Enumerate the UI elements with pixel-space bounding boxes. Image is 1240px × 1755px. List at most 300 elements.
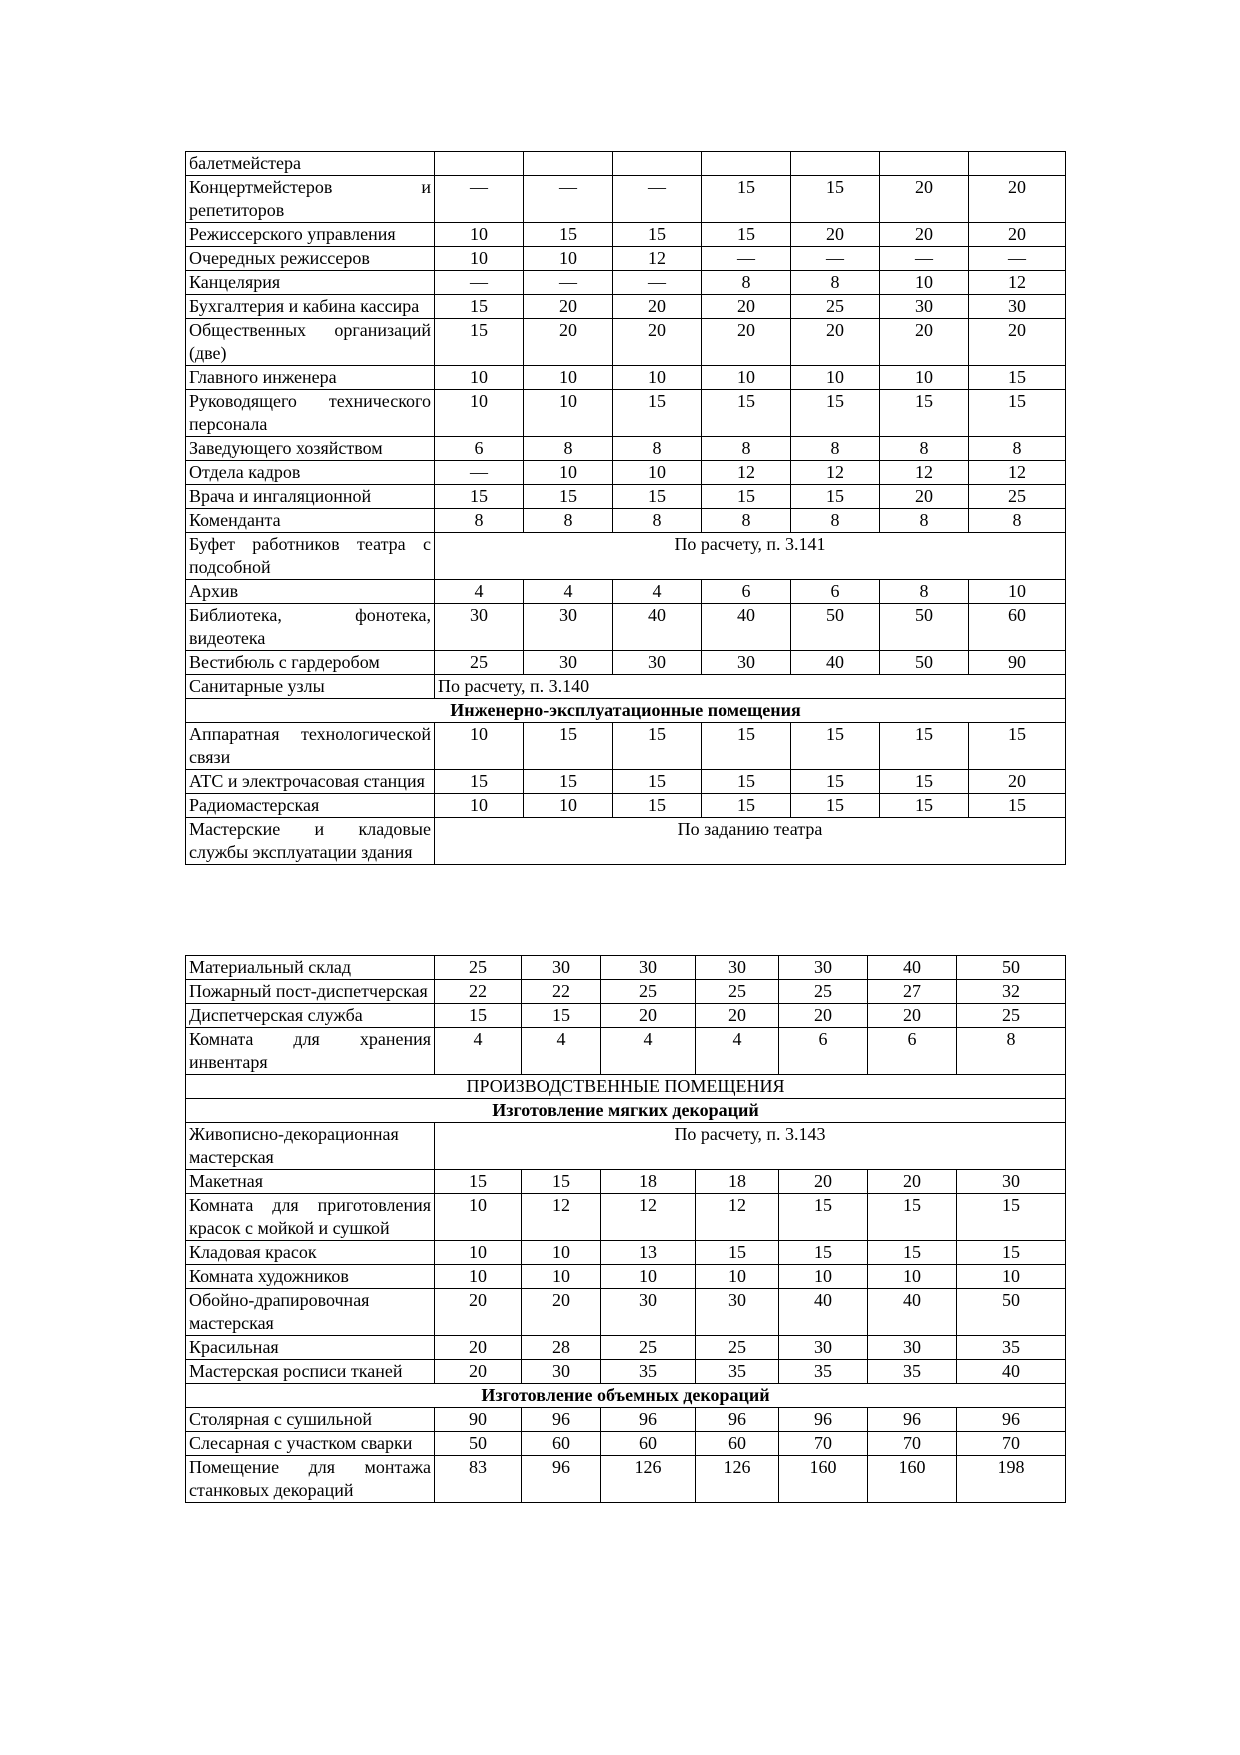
room-name-cell: Руководящего технического персонала [186,390,435,437]
area-value-cell: 10 [957,1265,1066,1289]
room-name-cell: Мастерские и кладовые службы эксплуатации здания [186,818,435,865]
area-value-cell [524,152,613,176]
area-value-cell: 35 [601,1360,696,1384]
area-value-cell: 25 [969,485,1066,509]
area-value-cell: 15 [613,223,702,247]
area-value-cell: 15 [969,390,1066,437]
area-value-cell: 10 [435,390,524,437]
area-value-cell: 15 [702,223,791,247]
area-value-cell: 18 [601,1170,696,1194]
area-value-cell: 20 [435,1336,522,1360]
area-value-cell: 10 [435,366,524,390]
area-value-cell: 4 [522,1028,601,1075]
area-value-cell: 96 [957,1408,1066,1432]
area-value-cell: 15 [868,1241,957,1265]
area-value-cell: 8 [524,437,613,461]
area-value-cell: 20 [779,1170,868,1194]
table-row [186,366,1066,390]
area-value-cell: 10 [435,723,524,770]
section-title: ПРОИЗВОДСТВЕННЫЕ ПОМЕЩЕНИЯ [186,1075,1066,1099]
area-value-cell: 40 [779,1289,868,1336]
area-value-cell: 10 [779,1265,868,1289]
area-value-cell: 90 [435,1408,522,1432]
area-value-cell: — [435,176,524,223]
area-value-cell: 10 [524,461,613,485]
area-value-cell: 28 [522,1336,601,1360]
area-value-cell: 35 [696,1360,779,1384]
area-value-cell: 20 [969,770,1066,794]
area-value-cell: 12 [969,271,1066,295]
area-value-cell: 20 [868,1004,957,1028]
area-value-cell: 20 [522,1289,601,1336]
area-value-cell: 15 [435,1004,522,1028]
area-value-cell: 10 [522,1241,601,1265]
room-name-cell: Концертмейстеров и репетиторов [186,176,435,223]
area-value-cell: 12 [880,461,969,485]
area-value-cell: 50 [957,1289,1066,1336]
room-name-cell: Коменданта [186,509,435,533]
area-value-cell: 126 [601,1456,696,1503]
area-value-cell: 6 [779,1028,868,1075]
section-title: Изготовление объемных декораций [186,1384,1066,1408]
area-value-cell: 40 [868,956,957,980]
room-name-cell: Главного инженера [186,366,435,390]
room-name-cell: Пожарный пост-диспетчерская [186,980,435,1004]
table-row [186,818,1066,865]
area-value-cell [702,152,791,176]
area-value-cell: 30 [613,651,702,675]
area-value-cell: — [435,461,524,485]
area-value-cell: 20 [880,485,969,509]
area-value-cell: 20 [702,295,791,319]
section-header-row [186,1075,1066,1099]
table-row [186,271,1066,295]
area-value-cell [435,152,524,176]
table-row [186,1432,1066,1456]
area-value-cell: 70 [779,1432,868,1456]
area-value-cell: 12 [791,461,880,485]
area-value-cell: 8 [880,437,969,461]
area-value-cell: 8 [613,509,702,533]
room-name-cell: Мастерская росписи тканей [186,1360,435,1384]
room-name-cell: Канцелярия [186,271,435,295]
area-value-cell: 15 [435,770,524,794]
area-value-cell: 25 [779,980,868,1004]
area-value-cell: 20 [791,223,880,247]
area-value-cell: 4 [696,1028,779,1075]
room-name-cell: Красильная [186,1336,435,1360]
area-value-cell: 40 [791,651,880,675]
table-row [186,675,1066,699]
section-header-row [186,1099,1066,1123]
area-value-cell: 15 [880,770,969,794]
room-name-cell: Столярная с сушильной [186,1408,435,1432]
area-value-cell: 12 [601,1194,696,1241]
room-name-cell: Аппаратная технологической связи [186,723,435,770]
area-value-cell: 15 [702,176,791,223]
table-row [186,152,1066,176]
area-value-cell: 70 [868,1432,957,1456]
room-name-cell: Живописно-декорационная мастерская [186,1123,435,1170]
area-value-cell: 25 [435,956,522,980]
room-name-cell: Радиомастерская [186,794,435,818]
area-value-cell: 70 [957,1432,1066,1456]
room-name-cell: Врача и ингаляционной [186,485,435,509]
area-value-cell: — [613,271,702,295]
table-row [186,1265,1066,1289]
area-value-cell: 30 [522,1360,601,1384]
area-value-cell: 50 [957,956,1066,980]
area-value-cell: 15 [779,1241,868,1265]
area-value-cell: 35 [957,1336,1066,1360]
area-value-cell: 10 [702,366,791,390]
room-name-cell: Заведующего хозяйством [186,437,435,461]
rooms-table-upper [185,151,1066,865]
area-value-cell: 50 [880,604,969,651]
area-value-cell: 20 [524,319,613,366]
area-value-cell: 8 [957,1028,1066,1075]
area-value-cell: 35 [779,1360,868,1384]
area-value-cell: 40 [702,604,791,651]
area-value-cell: 15 [702,485,791,509]
area-value-cell [880,152,969,176]
area-value-cell: 96 [522,1408,601,1432]
room-name-cell: Кладовая красок [186,1241,435,1265]
area-value-cell: 15 [791,390,880,437]
area-value-cell: 4 [435,1028,522,1075]
area-value-cell: 96 [868,1408,957,1432]
area-value-cell: 60 [969,604,1066,651]
area-value-cell: 15 [522,1004,601,1028]
table-row [186,223,1066,247]
area-value-cell: 40 [613,604,702,651]
area-value-cell: 10 [435,1194,522,1241]
area-value-cell: 15 [435,1170,522,1194]
area-value-cell: 32 [957,980,1066,1004]
room-name-cell: Архив [186,580,435,604]
area-value-cell: 20 [880,176,969,223]
area-value-cell: 12 [969,461,1066,485]
room-name-cell: Комната для хранения инвентаря [186,1028,435,1075]
area-value-cell: 96 [696,1408,779,1432]
area-value-cell: 30 [969,295,1066,319]
area-value-cell: 8 [702,437,791,461]
area-value-cell: 30 [868,1336,957,1360]
area-value-cell: 198 [957,1456,1066,1503]
area-value-cell: 8 [524,509,613,533]
area-value-cell: 96 [601,1408,696,1432]
area-value-cell: 6 [435,437,524,461]
table-row [186,1004,1066,1028]
area-value-cell: 15 [522,1170,601,1194]
table-row [186,247,1066,271]
area-value-cell: 10 [435,223,524,247]
section-title: Инженерно-эксплуатационные помещения [186,699,1066,723]
area-value-cell: 15 [524,223,613,247]
area-value-cell: 15 [702,390,791,437]
area-value-cell: 15 [435,295,524,319]
area-value-cell [613,152,702,176]
area-value-cell: 20 [880,319,969,366]
area-value-cell: 60 [601,1432,696,1456]
area-value-cell: 40 [957,1360,1066,1384]
area-value-cell: 10 [880,271,969,295]
table-row [186,770,1066,794]
table-row [186,1194,1066,1241]
area-value-cell: 10 [880,366,969,390]
spanning-note-cell: По заданию театра [435,818,1066,865]
room-name-cell: Макетная [186,1170,435,1194]
section-header-row [186,699,1066,723]
area-value-cell: 50 [435,1432,522,1456]
area-value-cell: 160 [868,1456,957,1503]
table-row [186,390,1066,437]
area-value-cell: 30 [435,604,524,651]
room-name-cell: Диспетчерская служба [186,1004,435,1028]
area-value-cell: 25 [791,295,880,319]
area-value-cell: 30 [522,956,601,980]
area-value-cell: 15 [791,176,880,223]
table-row [186,461,1066,485]
room-name-cell: Отдела кадров [186,461,435,485]
table-row [186,295,1066,319]
area-value-cell: 4 [613,580,702,604]
area-value-cell: 8 [791,509,880,533]
area-value-cell: 12 [522,1194,601,1241]
area-value-cell: 8 [969,437,1066,461]
area-value-cell: 8 [613,437,702,461]
area-value-cell: 35 [868,1360,957,1384]
table-row [186,1170,1066,1194]
table-row [186,319,1066,366]
area-value-cell: — [880,247,969,271]
area-value-cell: 15 [435,319,524,366]
table-row [186,1123,1066,1170]
room-name-cell: Вестибюль с гардеробом [186,651,435,675]
area-value-cell: 6 [702,580,791,604]
room-name-cell: балетмейстера [186,152,435,176]
area-value-cell: 20 [613,295,702,319]
table-row [186,509,1066,533]
table-row [186,794,1066,818]
area-value-cell: 10 [524,366,613,390]
table-row [186,176,1066,223]
area-value-cell: 15 [702,770,791,794]
area-value-cell: 10 [613,366,702,390]
room-name-cell: АТС и электрочасовая станция [186,770,435,794]
section-header-row [186,1384,1066,1408]
table-row [186,651,1066,675]
area-value-cell: 8 [702,509,791,533]
area-value-cell: 12 [696,1194,779,1241]
area-value-cell: 40 [868,1289,957,1336]
rooms-table-lower [185,955,1066,1503]
area-value-cell: 8 [880,509,969,533]
area-value-cell: 18 [696,1170,779,1194]
area-value-cell: 15 [524,485,613,509]
area-value-cell: 10 [613,461,702,485]
area-value-cell: 20 [613,319,702,366]
area-value-cell: 20 [969,319,1066,366]
area-value-cell: 10 [524,794,613,818]
area-value-cell: 8 [880,580,969,604]
area-value-cell: 8 [791,271,880,295]
area-value-cell: 10 [696,1265,779,1289]
table-row [186,1360,1066,1384]
area-value-cell: 15 [524,770,613,794]
area-value-cell: 15 [613,390,702,437]
spanning-note-cell: По расчету, п. 3.143 [435,1123,1066,1170]
room-name-cell: Помещение для монтажа станковых декораций [186,1456,435,1503]
room-name-cell: Очередных режиссеров [186,247,435,271]
area-value-cell: 20 [779,1004,868,1028]
area-value-cell: 22 [435,980,522,1004]
area-value-cell: 10 [522,1265,601,1289]
area-value-cell: 60 [522,1432,601,1456]
area-value-cell: 15 [957,1241,1066,1265]
area-value-cell: 10 [524,247,613,271]
area-value-cell: 20 [969,223,1066,247]
area-value-cell: 8 [791,437,880,461]
room-name-cell: Санитарные узлы [186,675,435,699]
area-value-cell: — [524,176,613,223]
area-value-cell: 20 [435,1360,522,1384]
room-name-cell: Общественных организаций (две) [186,319,435,366]
area-value-cell: 4 [601,1028,696,1075]
area-value-cell: 10 [435,1265,522,1289]
area-value-cell: 15 [791,723,880,770]
table-row [186,980,1066,1004]
area-value-cell: 20 [601,1004,696,1028]
area-value-cell: 20 [791,319,880,366]
area-value-cell: 8 [969,509,1066,533]
section-title: Изготовление мягких декораций [186,1099,1066,1123]
area-value-cell: 90 [969,651,1066,675]
room-name-cell: Материальный склад [186,956,435,980]
area-value-cell: 10 [601,1265,696,1289]
area-value-cell: 25 [696,980,779,1004]
area-value-cell: 20 [696,1004,779,1028]
area-value-cell: — [969,247,1066,271]
area-value-cell: 15 [957,1194,1066,1241]
area-value-cell: 15 [779,1194,868,1241]
area-value-cell: 30 [524,651,613,675]
area-value-cell: 4 [435,580,524,604]
area-value-cell: 30 [702,651,791,675]
room-name-cell: Бухгалтерия и кабина кассира [186,295,435,319]
area-value-cell: 10 [969,580,1066,604]
area-value-cell: 30 [601,956,696,980]
area-value-cell: 25 [601,980,696,1004]
area-value-cell: 30 [779,1336,868,1360]
area-value-cell: 20 [880,223,969,247]
area-value-cell: 8 [702,271,791,295]
area-value-cell: 96 [522,1456,601,1503]
area-value-cell: 15 [868,1194,957,1241]
table-row [186,485,1066,509]
table-row [186,956,1066,980]
area-value-cell: 15 [969,723,1066,770]
area-value-cell: 30 [957,1170,1066,1194]
room-name-cell: Комната художников [186,1265,435,1289]
room-name-cell: Режиссерского управления [186,223,435,247]
area-value-cell: 10 [791,366,880,390]
area-value-cell: 30 [696,1289,779,1336]
area-value-cell: 15 [613,723,702,770]
area-value-cell: 20 [524,295,613,319]
area-value-cell: 10 [524,390,613,437]
area-value-cell: 15 [613,794,702,818]
area-value-cell: 22 [522,980,601,1004]
area-value-cell: 20 [435,1289,522,1336]
area-value-cell: 126 [696,1456,779,1503]
room-name-cell: Обойно-драпировочная мастерская [186,1289,435,1336]
room-name-cell: Слесарная с участком сварки [186,1432,435,1456]
area-value-cell: — [524,271,613,295]
table-row [186,723,1066,770]
area-value-cell: 83 [435,1456,522,1503]
table-row [186,580,1066,604]
area-value-cell: 15 [613,770,702,794]
area-value-cell: — [791,247,880,271]
area-value-cell: 4 [524,580,613,604]
area-value-cell: 96 [779,1408,868,1432]
area-value-cell: 6 [791,580,880,604]
area-value-cell: 30 [696,956,779,980]
area-value-cell: 30 [880,295,969,319]
area-value-cell: 15 [696,1241,779,1265]
area-value-cell: 15 [880,723,969,770]
area-value-cell [791,152,880,176]
table-row [186,1336,1066,1360]
area-value-cell: 8 [435,509,524,533]
area-value-cell: 20 [868,1170,957,1194]
area-value-cell: 15 [791,794,880,818]
area-value-cell: 15 [791,770,880,794]
area-value-cell: 15 [702,723,791,770]
area-value-cell: — [613,176,702,223]
table-row [186,533,1066,580]
area-value-cell: 25 [435,651,524,675]
area-value-cell: — [702,247,791,271]
area-value-cell: 15 [702,794,791,818]
room-name-cell: Буфет работников театра с подсобной [186,533,435,580]
area-value-cell: 30 [779,956,868,980]
area-value-cell [969,152,1066,176]
area-value-cell: 12 [702,461,791,485]
table-row [186,1289,1066,1336]
area-value-cell: 15 [791,485,880,509]
spanning-note-cell: По расчету, п. 3.141 [435,533,1066,580]
area-value-cell: 10 [435,247,524,271]
area-value-cell: 25 [696,1336,779,1360]
area-value-cell: 160 [779,1456,868,1503]
room-name-cell: Библиотека, фонотека, видеотека [186,604,435,651]
area-value-cell: 15 [969,794,1066,818]
area-value-cell: 15 [613,485,702,509]
area-value-cell: 15 [524,723,613,770]
area-value-cell: 20 [702,319,791,366]
area-value-cell: 25 [601,1336,696,1360]
area-value-cell: 13 [601,1241,696,1265]
area-value-cell: — [435,271,524,295]
table-row [186,437,1066,461]
area-value-cell: 30 [524,604,613,651]
area-value-cell: 50 [880,651,969,675]
area-value-cell: 60 [696,1432,779,1456]
area-value-cell: 12 [613,247,702,271]
area-value-cell: 27 [868,980,957,1004]
